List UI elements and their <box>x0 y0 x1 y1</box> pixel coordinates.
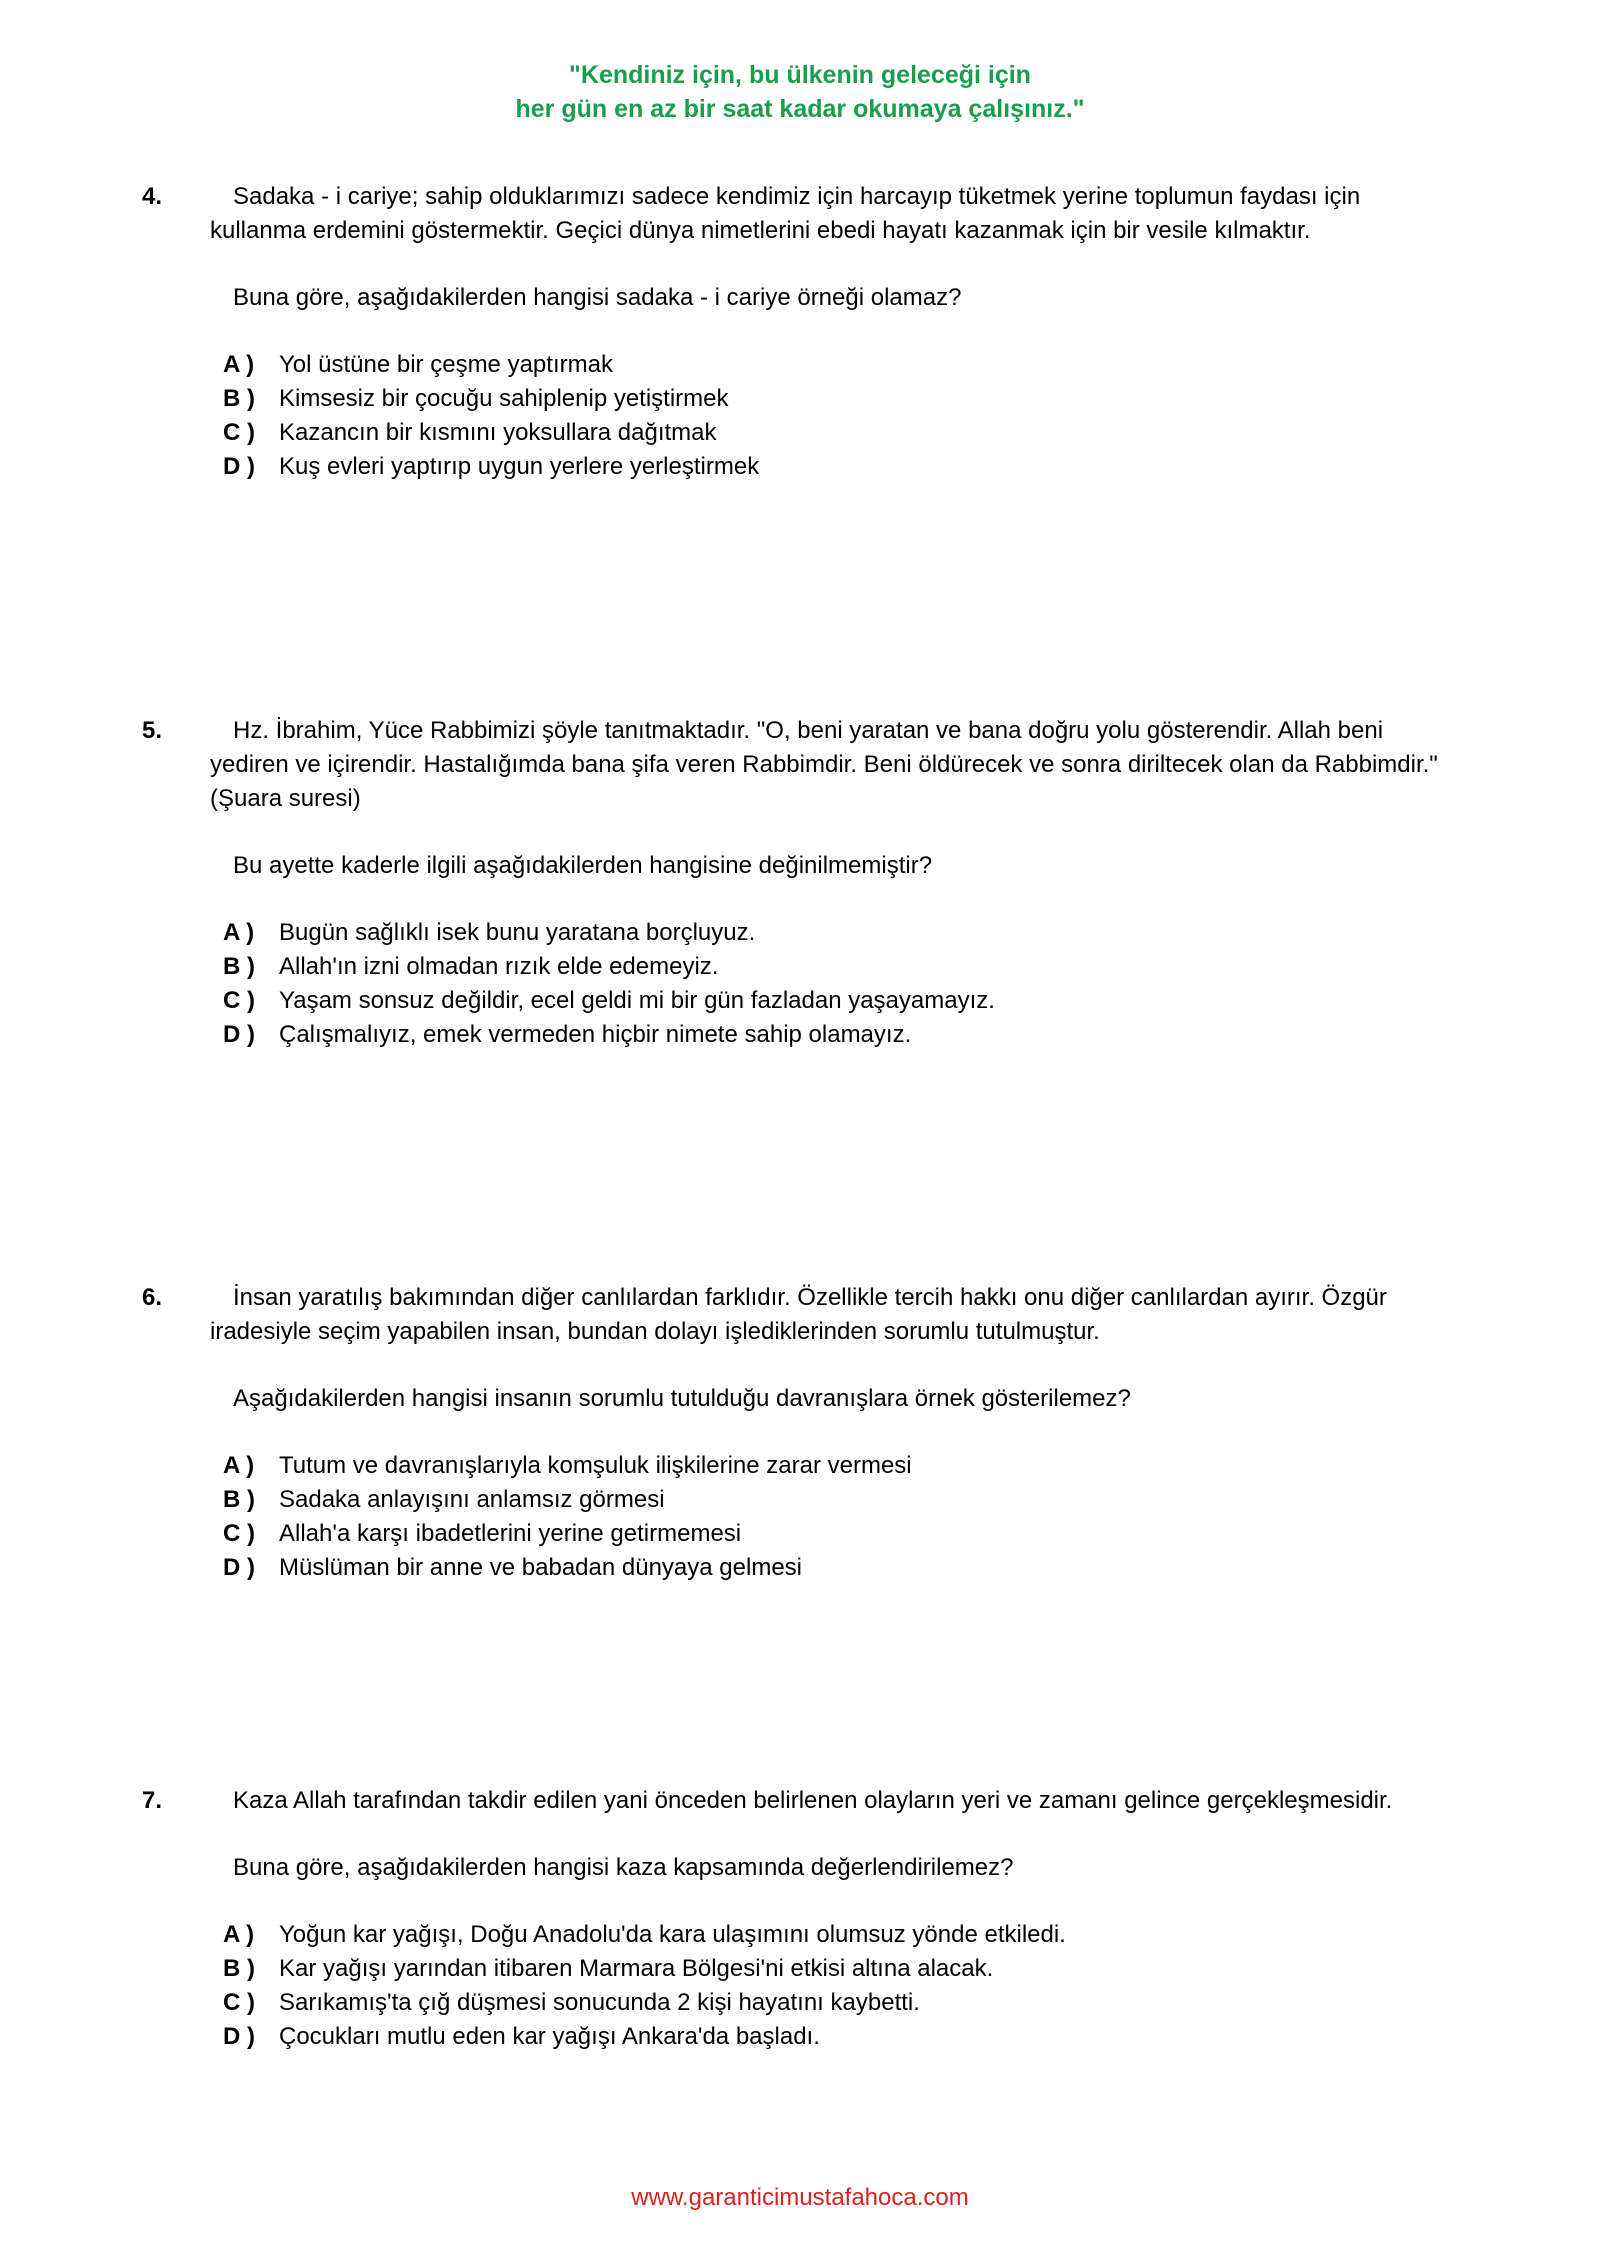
question-text: Kaza Allah tarafından takdir edilen yani önceden belirlenen olayların yeri ve zamanı gelince gerçekleşmesidir. <box>233 1787 1393 1814</box>
option-letter: D ) <box>223 2023 255 2050</box>
option-a[interactable] <box>223 1449 1462 1483</box>
option-c[interactable] <box>223 416 1462 450</box>
question-6 <box>142 1281 1462 1585</box>
option-d[interactable] <box>223 1551 1462 1585</box>
option-letter: C ) <box>223 987 255 1014</box>
option-letter: B ) <box>223 385 255 412</box>
option-text: Yaşam sonsuz değildir, ecel geldi mi bir gün fazladan yaşayamayız. <box>279 987 995 1014</box>
question-prompt: Bu ayette kaderle ilgili aşağıdakilerden hangisine değinilmemiştir? <box>233 852 933 879</box>
option-b[interactable] <box>223 1952 1462 1986</box>
option-text: Kuş evleri yaptırıp uygun yerlere yerleştirmek <box>279 453 760 480</box>
question-number: 4. <box>142 183 163 210</box>
option-letter: A ) <box>223 1452 255 1479</box>
option-text: Çocukları mutlu eden kar yağışı Ankara'da başladı. <box>279 2023 820 2050</box>
options-list <box>223 348 1462 484</box>
question-number: 6. <box>142 1284 163 1311</box>
option-letter: D ) <box>223 1021 255 1048</box>
option-letter: C ) <box>223 1989 255 2016</box>
motto-line-1: "Kendiniz için, bu ülkenin geleceği için <box>569 61 1031 89</box>
option-text: Yol üstüne bir çeşme yaptırmak <box>279 351 613 378</box>
footer-url[interactable]: www.garanticimustafahoca.com <box>631 2184 969 2211</box>
motto-line-2: her gün en az bir saat kadar okumaya çalışınız." <box>515 95 1085 123</box>
option-c[interactable] <box>223 1986 1462 2020</box>
option-text: Kazancın bir kısmını yoksullara dağıtmak <box>279 419 717 446</box>
option-a[interactable] <box>223 1918 1462 1952</box>
option-text: Sarıkamış'ta çığ düşmesi sonucunda 2 kişi hayatını kaybetti. <box>279 1989 920 2016</box>
option-text: Allah'ın izni olmadan rızık elde edemeyiz. <box>279 953 719 980</box>
option-a[interactable] <box>223 348 1462 382</box>
question-text: İnsan yaratılış bakımından diğer canlılardan farklıdır. Özellikle tercih hakkı onu diğer canlılardan ayırır. Özgür iradesiyle seçim yapabilen insan, bundan dolayı işlediklerinden sorumlu tutulmuştur. <box>210 1284 1387 1345</box>
option-text: Yoğun kar yağışı, Doğu Anadolu'da kara ulaşımını olumsuz yönde etkiledi. <box>279 1921 1066 1948</box>
option-text: Kimsesiz bir çocuğu sahiplenip yetiştirmek <box>279 385 729 412</box>
question-text: Hz. İbrahim, Yüce Rabbimizi şöyle tanıtmaktadır. "O, beni yaratan ve bana doğru yolu gösterendir. Allah beni yediren ve içirendir. Hastalığımda bana şifa veren Rabbimdir. Beni öldürecek ve sonra diriltecek olan da Rabbimdir." (Şuara suresi) <box>210 717 1438 812</box>
option-letter: D ) <box>223 453 255 480</box>
option-b[interactable] <box>223 950 1462 984</box>
options-list <box>223 916 1462 1052</box>
option-c[interactable] <box>223 1517 1462 1551</box>
question-text: Sadaka - i cariye; sahip olduklarımızı sadece kendimiz için harcayıp tüketmek yerine toplumun faydası için kullanma erdemini göstermektir. Geçici dünya nimetlerini ebedi hayatı kazanmak için bir vesile kılmaktır. <box>210 183 1361 244</box>
question-number: 7. <box>142 1787 163 1814</box>
options-list <box>223 1918 1462 2054</box>
option-a[interactable] <box>223 916 1462 950</box>
option-letter: A ) <box>223 351 255 378</box>
question-5 <box>142 714 1462 1052</box>
question-prompt: Buna göre, aşağıdakilerden hangisi sadaka - i cariye örneği olamaz? <box>233 284 962 311</box>
option-letter: B ) <box>223 1486 255 1513</box>
option-letter: A ) <box>223 1921 255 1948</box>
option-b[interactable] <box>223 382 1462 416</box>
option-letter: C ) <box>223 419 255 446</box>
option-letter: A ) <box>223 919 255 946</box>
question-number: 5. <box>142 717 163 744</box>
option-text: Sadaka anlayışını anlamsız görmesi <box>279 1486 665 1513</box>
option-letter: B ) <box>223 953 255 980</box>
options-list <box>223 1449 1462 1585</box>
option-text: Tutum ve davranışlarıyla komşuluk ilişkilerine zarar vermesi <box>279 1452 912 1479</box>
option-letter: B ) <box>223 1955 255 1982</box>
question-prompt: Buna göre, aşağıdakilerden hangisi kaza kapsamında değerlendirilemez? <box>233 1854 1014 1881</box>
option-d[interactable] <box>223 1018 1462 1052</box>
option-letter: D ) <box>223 1554 255 1581</box>
question-7 <box>142 1784 1462 2054</box>
option-text: Müslüman bir anne ve babadan dünyaya gelmesi <box>279 1554 802 1581</box>
option-b[interactable] <box>223 1483 1462 1517</box>
option-text: Bugün sağlıklı isek bunu yaratana borçluyuz. <box>279 919 756 946</box>
option-text: Kar yağışı yarından itibaren Marmara Bölgesi'ni etkisi altına alacak. <box>279 1955 994 1982</box>
option-text: Allah'a karşı ibadetlerini yerine getirmemesi <box>279 1520 742 1547</box>
option-d[interactable] <box>223 450 1462 484</box>
option-letter: C ) <box>223 1520 255 1547</box>
option-d[interactable] <box>223 2020 1462 2054</box>
header-motto <box>0 58 1600 126</box>
question-prompt: Aşağıdakilerden hangisi insanın sorumlu tutulduğu davranışlara örnek gösterilemez? <box>233 1385 1131 1412</box>
option-text: Çalışmalıyız, emek vermeden hiçbir nimete sahip olamayız. <box>279 1021 912 1048</box>
question-4 <box>142 180 1462 484</box>
option-c[interactable] <box>223 984 1462 1018</box>
